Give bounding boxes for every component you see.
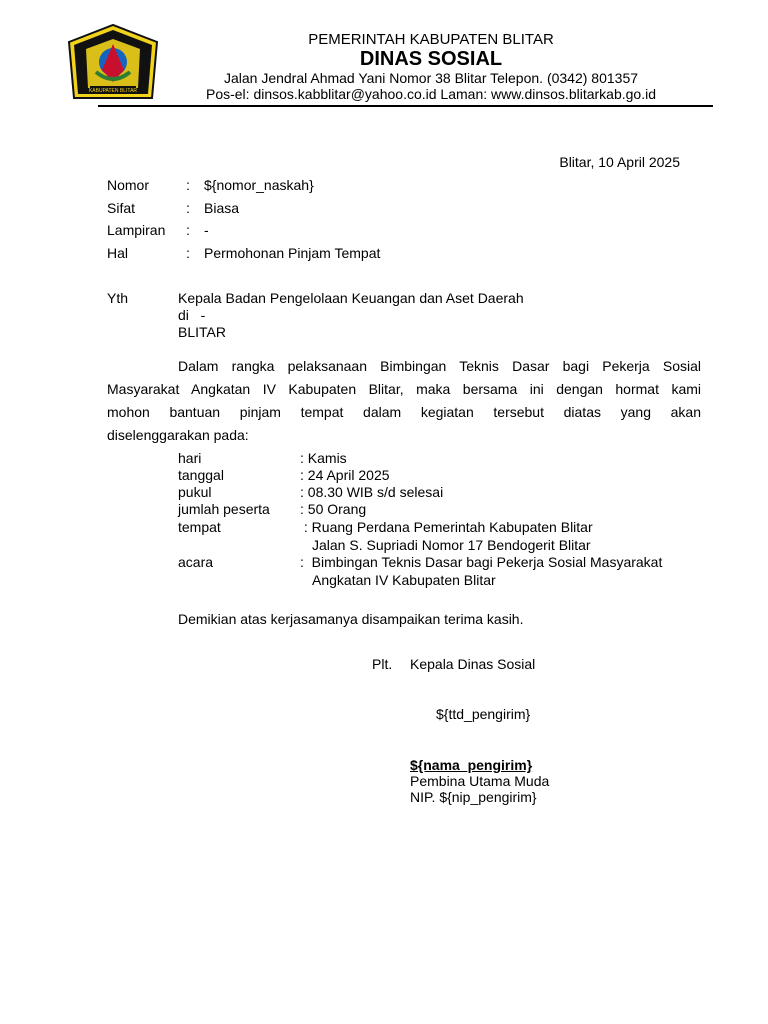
meta-sep: : xyxy=(186,222,190,238)
detail-label: hari xyxy=(178,450,202,466)
agency-contact: Pos-el: dinsos.kabblitar@yahoo.co.id Laman: www.dinsos.blitarkab.go.id xyxy=(205,86,656,102)
logo-caption: KABUPATEN BLITAR xyxy=(88,88,138,94)
detail-value: : Bimbingan Teknis Dasar bagi Pekerja Sosial Masyarakat xyxy=(300,554,663,570)
detail-label: jumlah peserta xyxy=(178,501,270,517)
letterhead-rule xyxy=(98,105,713,107)
meta-sep: : xyxy=(186,245,190,261)
detail-value-continued: Angkatan IV Kabupaten Blitar xyxy=(312,572,496,588)
detail-label: tempat xyxy=(178,519,221,535)
detail-value-continued: Jalan S. Supriadi Nomor 17 Bendogerit Blitar xyxy=(312,537,591,553)
detail-value: : 08.30 WIB s/d selesai xyxy=(300,484,444,500)
signer-nip: NIP. ${nip_pengirim} xyxy=(410,789,537,805)
closing-sentence: Demikian atas kerjasamanya disampaikan terima kasih. xyxy=(178,611,524,627)
body-line: Dalam rangka pelaksanaan Bimbingan Teknis Dasar bagi Pekerja Sosial xyxy=(178,358,701,374)
detail-label: pukul xyxy=(178,484,212,500)
meta-value-sifat: Biasa xyxy=(204,200,240,216)
meta-value-lampiran: - xyxy=(204,222,209,238)
signature-prefix: Plt. xyxy=(372,656,393,672)
meta-label-nomor: Nomor xyxy=(107,177,150,193)
detail-label: tanggal xyxy=(178,467,224,483)
government-heading: PEMERINTAH KABUPATEN BLITAR xyxy=(308,31,554,48)
detail-label: acara xyxy=(178,554,214,570)
detail-value: : Kamis xyxy=(300,450,347,466)
agency-address: Jalan Jendral Ahmad Yani Nomor 38 Blitar Telepon. (0342) 801357 xyxy=(223,70,639,86)
body-line: diselenggarakan pada: xyxy=(107,427,249,443)
detail-value: : 50 Orang xyxy=(300,501,367,517)
meta-sep: : xyxy=(186,177,190,193)
signature-title: Kepala Dinas Sosial xyxy=(410,656,536,672)
recipient-line-2: di - xyxy=(178,307,206,323)
blitar-regency-logo xyxy=(66,22,160,102)
body-line: mohon bantuan pinjam tempat dalam kegiatan tersebut diatas yang akan xyxy=(107,404,701,420)
meta-value-nomor: ${nomor_naskah} xyxy=(204,177,314,193)
signer-rank: Pembina Utama Muda xyxy=(410,773,550,789)
recipient-label: Yth xyxy=(107,290,129,306)
meta-label-lampiran: Lampiran xyxy=(107,222,166,238)
agency-heading: DINAS SOSIAL xyxy=(359,48,503,70)
meta-value-hal: Permohonan Pinjam Tempat xyxy=(204,245,381,261)
detail-value: : Ruang Perdana Pemerintah Kabupaten Blitar xyxy=(300,519,593,535)
recipient-line-3: BLITAR xyxy=(178,324,226,340)
meta-sep: : xyxy=(186,200,190,216)
signature-placeholder: ${ttd_pengirim} xyxy=(436,706,531,722)
meta-label-hal: Hal xyxy=(107,245,129,261)
meta-label-sifat: Sifat xyxy=(107,200,136,216)
body-paragraph xyxy=(107,355,701,447)
detail-value: : 24 April 2025 xyxy=(300,467,390,483)
recipient-line-1: Kepala Badan Pengelolaan Keuangan dan Aset Daerah xyxy=(178,290,524,306)
body-line: Masyarakat Angkatan IV Kabupaten Blitar, maka bersama ini dengan hormat kami xyxy=(107,381,701,397)
letter-date: Blitar, 10 April 2025 xyxy=(559,154,680,170)
signer-name: ${nama_pengirim} xyxy=(410,757,533,773)
